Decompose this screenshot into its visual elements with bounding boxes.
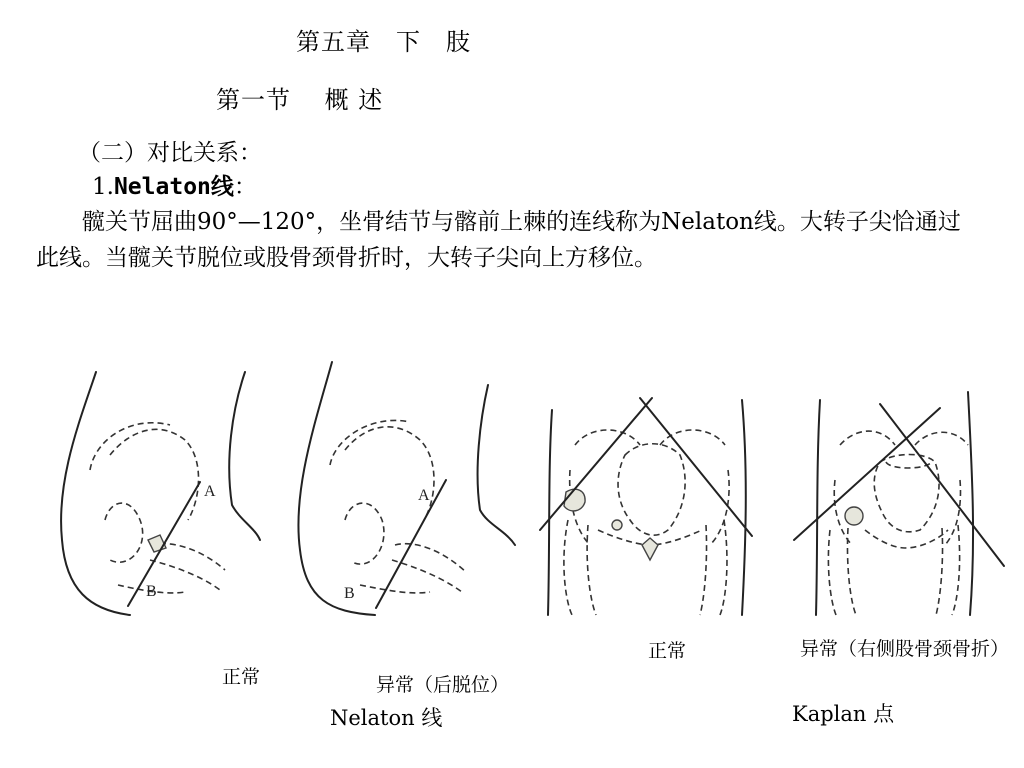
- fig1-caption: 正常: [222, 666, 261, 688]
- fig2-point-a: A: [418, 487, 430, 504]
- fig1-point-b: B: [146, 583, 157, 600]
- figure-kaplan-normal: [540, 398, 752, 615]
- item-colon: ：: [233, 174, 257, 200]
- fig1-point-a: A: [204, 483, 216, 500]
- item-number: 1.: [92, 174, 114, 200]
- chapter-title: 第五章 下 肢: [296, 28, 471, 56]
- figure-nelaton-normal: [61, 372, 260, 615]
- subheading: （二）对比关系：: [78, 140, 262, 166]
- item-title: Nelaton线: [113, 174, 234, 200]
- paragraph-text: 髋关节屈曲90°—120°，坐骨结节与髂前上棘的连线称为Nelaton线。大转子尖恰通过此线。当髋关节脱位或股骨颈骨折时，大转子尖向上方移位。: [36, 209, 961, 271]
- fig2-caption: 异常（后脱位）: [376, 674, 510, 696]
- figure-nelaton-abnormal: [298, 362, 515, 615]
- fig4-caption: 异常（右侧股骨颈骨折）: [800, 638, 1010, 660]
- section-title: 第一节 概 述: [216, 86, 384, 114]
- kaplan-group-caption: Kaplan 点: [792, 702, 895, 726]
- fig3-caption: 正常: [648, 640, 687, 662]
- nelaton-group-caption: Nelaton 线: [330, 706, 443, 730]
- figure-kaplan-abnormal: [794, 392, 1004, 615]
- fig2-point-b: B: [344, 585, 355, 602]
